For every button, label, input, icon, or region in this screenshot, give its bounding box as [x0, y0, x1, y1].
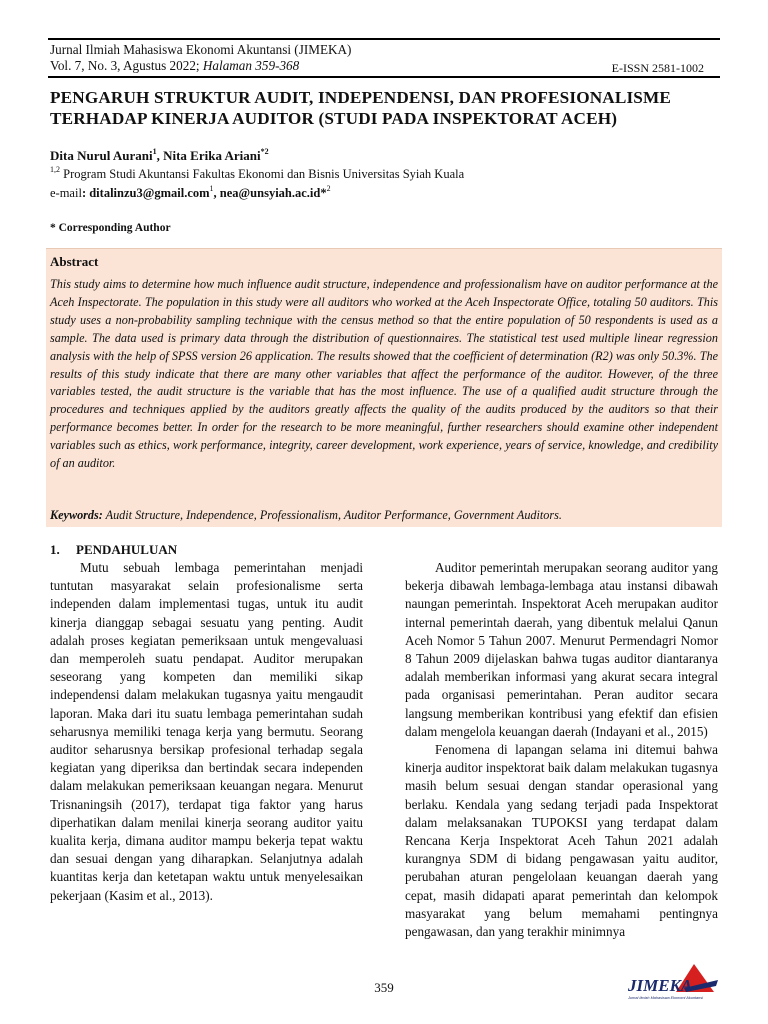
keywords-label: Keywords:	[50, 508, 103, 522]
keywords-text: Audit Structure, Independence, Professionalism, Auditor Performance, Government Auditors.	[102, 508, 562, 522]
jimeka-logo	[624, 962, 720, 1002]
abstract-heading: Abstract	[50, 254, 99, 269]
email-2-marker: 2	[326, 183, 331, 193]
author-separator: ,	[156, 148, 164, 163]
paragraph: Auditor pemerintah merupakan seorang auditor yang bekerja dibawah lembaga-lembaga atau instansi dibawah naungan pemerintah. Inspektorat Aceh merupakan auditor internal pemerintah daerah, yang dibentuk melalui Qanun Aceh Nomor 5 Tahun 2007. Menurut Permendagri Nomor 8 Tahun 2009 dijelaskan bahwa tugas auditor diantaranya adalah memberikan informasi yang akurat secara integral pada organisasi pemerintahan. Peran auditor secara langsung memberikan kontribusi yang efektif dan efisien dalam mengelola keuangan daerah (Indayani et al., 2015)	[405, 560, 718, 739]
paragraph: Mutu sebuah lembaga pemerintahan menjadi tuntutan masyarakat selain profesionalisme serta independen dalam implementasi tugas, untuk itu audit kinerja dianggap sebagai sesuatu yang penting. Audit adalah proses kegiatan pemeriksaan untuk mengevaluasi dan memperoleh suatu pendapat. Auditor merupakan seseorang yang kompeten dan memiliki sikap independensi dalam melakukan tugasnya yaitu mengaudit laporan. Maka dari itu suatu lembaga pemerintahan sudah seharusnya memiliki tenaga kerja yang bermutu. Seorang auditor seharusnya bersikap profesional terhadap segala kegiatan yang diperiksa dan bertindak secara independen dalam melakukan pemeriksaan keuangan negara. Menurut Trisnaningsih (2017), terdapat tiga faktor yang harus diperhatikan dalam menilai kinerja seorang auditor yaitu kualita kerja, dimana auditor mampu bekerja tepat waktu dan sesuai dengan yang diharapkan. Selanjutnya adalah kuantitas kerja dan ketetapan waktu untuk menyelesaikan pekerjaan (Kasim et al., 2013).	[50, 560, 363, 903]
email-1-marker: 1	[209, 183, 214, 193]
journal-volume	[50, 58, 299, 74]
affiliation	[50, 164, 465, 182]
section-title: PENDAHULUAN	[76, 542, 178, 557]
email-line	[50, 185, 331, 201]
logo-tagline: Jurnal Ilmiah Mahasiswa Ekonomi Akuntansi	[628, 996, 703, 1000]
author-list	[50, 148, 269, 164]
article-title: PENGARUH STRUKTUR AUDIT, INDEPENDENSI, DAN PROFESIONALISME TERHADAP KINERJA AUDITOR (STUDI PADA INSPEKTORAT ACEH)	[50, 88, 672, 128]
author-2-marker: *2	[260, 146, 269, 156]
affiliation-marker: 1,2	[50, 164, 60, 174]
page-number: 359	[374, 980, 394, 995]
affiliation-text: Program Studi Akuntansi Fakultas Ekonomi dan Bisnis Universitas Syiah Kuala	[60, 167, 465, 181]
volume-text: Vol. 7, No. 3, Agustus 2022;	[50, 58, 203, 73]
header-rule-bottom	[48, 76, 720, 78]
section-number: 1.	[50, 542, 60, 557]
email-2[interactable]: , nea@unsyiah.ac.id*	[213, 186, 327, 200]
corresponding-author-note: * Corresponding Author	[50, 222, 171, 234]
author-1: Dita Nurul Aurani	[50, 148, 153, 163]
right-column	[405, 559, 718, 941]
logo-wordmark: JIMEKA	[628, 976, 693, 995]
issn: E-ISSN 2581-1002	[611, 61, 704, 75]
header-rule-top	[48, 38, 720, 40]
keywords	[50, 507, 718, 523]
section-heading	[50, 542, 177, 558]
journal-name: Jurnal Ilmiah Mahasiswa Ekonomi Akuntansi (JIMEKA)	[50, 42, 352, 57]
email-1[interactable]: : ditalinzu3@gmail.com	[81, 186, 210, 200]
paragraph: Fenomena di lapangan selama ini ditemui bahwa kinerja auditor inspektorat baik dalam melakukan tugasnya masih belum sesuai dengan standar operasional yang berlaku. Kendala yang sedang terjadi pada Inspektorat dalam melaksanakan TUPOKSI yang terdapat dalam Rencana Kerja Inspektorat Aceh Tahun 2021 adalah kurangnya SDM di bidang pengawasan yaitu auditor, perubahan aturan pengelolaan keuangan daerah yang cepat, masih didapati aparat pemerintah dan kelompok masyarakat yang belum memahami pentingnya pengawasan, dan yang terakhir minimnya	[405, 742, 718, 940]
abstract-body: This study aims to determine how much influence audit structure, independence and professionalism have on auditor performance at the Aceh Inspectorate. The population in this study were all auditors who worked at the Aceh Inspectorate Office, totaling 50 auditors. This study uses a non-probability sampling technique with the census method so that the entire population of 50 respondents is used as a sample. The data used is primary data through the distribution of questionnaires. The statistical test used multiple linear regression analysis with the help of SPSS version 26 application. The results showed that the coefficient of determination (R2) was only 50.3%. The results of this study indicate that there are many other variables that affect the performance of the auditor. However, of the three variables tested, the audit structure is the variable that has the most influence. The use of a qualified audit structure through the procedures and techniques applied by the auditors greatly affects the quality of the audits produced by the auditors so that their performance becomes better. In order for the research to be more meaningful, further researchers should examine other independent variables such as ethics, work performance, integrity, career development, work experience, years of service, knowledge, and credibility of an auditor.	[50, 277, 718, 471]
left-column	[50, 559, 363, 905]
author-1-marker: 1	[152, 146, 157, 156]
author-2: Nita Erika Ariani	[163, 148, 261, 163]
email-label: e-mail	[50, 186, 82, 200]
page-range: Halaman 359-368	[202, 58, 300, 73]
